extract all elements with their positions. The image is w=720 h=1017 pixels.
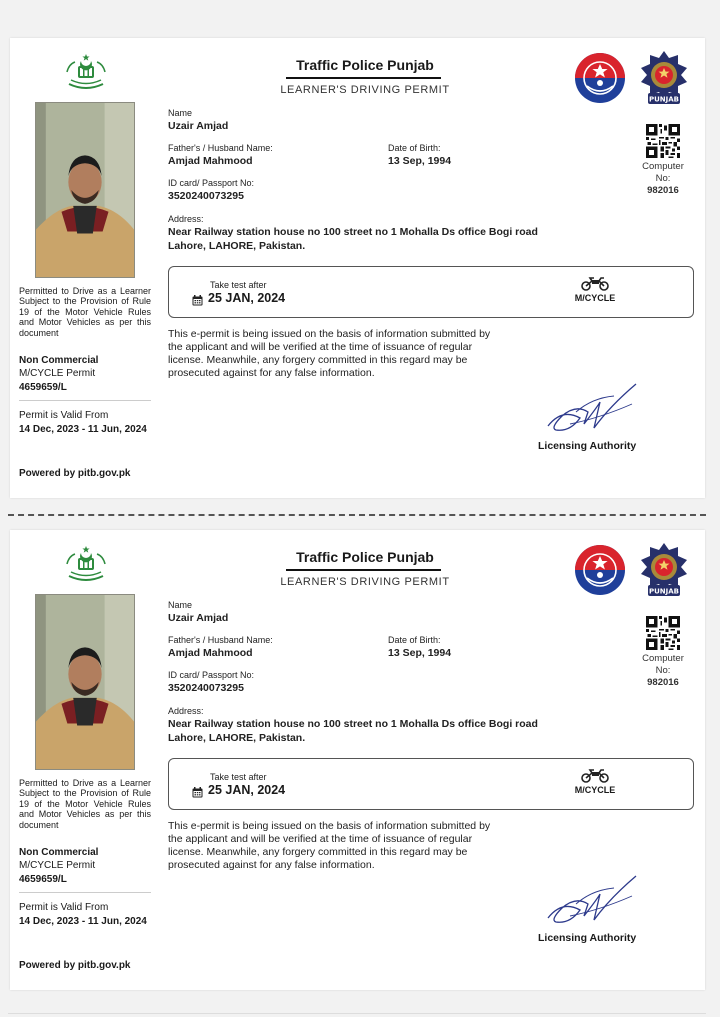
- computer-label-2: No:: [655, 173, 671, 184]
- address-line-1: Near Railway station house no 100 street no 1 Mohalla Ds office Bogi road: [168, 226, 538, 238]
- title-underline: [286, 77, 441, 79]
- father-name: Amjad Mahmood: [168, 647, 253, 659]
- valid-range: 14 Dec, 2023 - 11 Jun, 2024: [19, 424, 147, 435]
- vehicle-type: M/CYCLE: [574, 785, 616, 795]
- punjab-government-logo: [63, 544, 109, 584]
- permit-number: 4659659/L: [19, 382, 67, 393]
- badge-text: PUNJAB: [648, 587, 680, 596]
- left-divider: [19, 400, 151, 401]
- test-date: 25 JAN, 2024: [208, 783, 286, 797]
- disclaimer-text: This e-permit is being issued on the basis of information submitted by the applicant and will be verified at the time of issuance of regular license. Meanwhile, any forgery committed in this regard may be prosecuted against for any false information.: [168, 328, 491, 379]
- authority-signature: [540, 870, 645, 930]
- id-number: 3520240073295: [168, 682, 244, 694]
- valid-label: Permit is Valid From: [19, 410, 109, 421]
- test-label: Take test after: [210, 772, 267, 782]
- licensing-authority: Licensing Authority: [538, 440, 637, 452]
- id-number: 3520240073295: [168, 190, 244, 202]
- test-label: Take test after: [210, 280, 267, 290]
- id-label: ID card/ Passport No:: [168, 670, 255, 680]
- document-subtitle: LEARNER'S DRIVING PERMIT: [280, 576, 450, 588]
- disclaimer-text: This e-permit is being issued on the basis of information submitted by the applicant and will be verified at the time of issuance of regular license. Meanwhile, any forgery committed in this regard may be prosecuted against for any false information.: [168, 820, 491, 871]
- address-line-2: Lahore, LAHORE, Pakistan.: [168, 732, 306, 744]
- father-name: Amjad Mahmood: [168, 155, 253, 167]
- calendar-icon: [192, 293, 203, 304]
- computer-number: 982016: [647, 677, 679, 688]
- motorcycle-icon: [580, 767, 610, 783]
- father-label: Father's / Husband Name:: [168, 635, 273, 645]
- left-divider: [19, 892, 151, 893]
- motorcycle-icon: [580, 275, 610, 291]
- punjab-government-logo: [63, 52, 109, 92]
- badge-text: PUNJAB: [648, 95, 680, 104]
- permit-type: M/CYCLE Permit: [19, 368, 96, 379]
- valid-range: 14 Dec, 2023 - 11 Jun, 2024: [19, 916, 147, 927]
- date-of-birth: 13 Sep, 1994: [388, 155, 452, 167]
- traffic-police-emblem: [574, 52, 626, 104]
- qr-code[interactable]: [646, 124, 680, 158]
- rule-text: Permitted to Drive as a Learner Subject to the Provision of Rule 19 of the Motor Vehicle Rules and Motor Vehicles as per this document: [19, 286, 151, 338]
- vehicle-type: M/CYCLE: [574, 293, 616, 303]
- permit-card-1: [10, 38, 705, 498]
- father-label: Father's / Husband Name:: [168, 143, 273, 153]
- address-label: Address:: [168, 214, 204, 224]
- valid-label: Permit is Valid From: [19, 902, 109, 913]
- address-line-1: Near Railway station house no 100 street no 1 Mohalla Ds office Bogi road: [168, 718, 538, 730]
- computer-number: 982016: [647, 185, 679, 196]
- test-date: 25 JAN, 2024: [208, 291, 286, 305]
- computer-label-1: Computer: [642, 161, 684, 172]
- computer-number-block: [628, 161, 698, 197]
- document-title: Traffic Police Punjab: [296, 549, 434, 565]
- permit-category: Non Commercial: [19, 355, 99, 366]
- dob-label: Date of Birth:: [388, 143, 441, 153]
- licensing-authority: Licensing Authority: [538, 932, 637, 944]
- rule-text: Permitted to Drive as a Learner Subject to the Provision of Rule 19 of the Motor Vehicle Rules and Motor Vehicles as per this document: [19, 778, 151, 830]
- date-of-birth: 13 Sep, 1994: [388, 647, 452, 659]
- document-title: Traffic Police Punjab: [296, 57, 434, 73]
- applicant-name: Uzair Amjad: [168, 612, 229, 624]
- permit-number: 4659659/L: [19, 874, 67, 885]
- id-label: ID card/ Passport No:: [168, 178, 255, 188]
- permit-card-2: [10, 530, 705, 990]
- powered-by: Powered by pitb.gov.pk: [19, 468, 131, 479]
- computer-number-block: [628, 653, 698, 689]
- permit-type: M/CYCLE Permit: [19, 860, 96, 871]
- traffic-police-emblem: [574, 544, 626, 596]
- calendar-icon: [192, 785, 203, 796]
- title-underline: [286, 569, 441, 571]
- name-label: Name: [168, 600, 193, 610]
- applicant-photo: [35, 594, 135, 770]
- document-subtitle: LEARNER'S DRIVING PERMIT: [280, 84, 450, 96]
- page-edge: [8, 1013, 706, 1014]
- dob-label: Date of Birth:: [388, 635, 441, 645]
- permit-category: Non Commercial: [19, 847, 99, 858]
- punjab-police-badge: [640, 50, 688, 106]
- punjab-police-badge: [640, 542, 688, 598]
- authority-signature: [540, 378, 645, 438]
- computer-label-2: No:: [655, 665, 671, 676]
- name-label: Name: [168, 108, 193, 118]
- powered-by: Powered by pitb.gov.pk: [19, 960, 131, 971]
- address-line-2: Lahore, LAHORE, Pakistan.: [168, 240, 306, 252]
- qr-code[interactable]: [646, 616, 680, 650]
- cut-line: [8, 514, 706, 516]
- computer-label-1: Computer: [642, 653, 684, 664]
- address-label: Address:: [168, 706, 204, 716]
- applicant-name: Uzair Amjad: [168, 120, 229, 132]
- applicant-photo: [35, 102, 135, 278]
